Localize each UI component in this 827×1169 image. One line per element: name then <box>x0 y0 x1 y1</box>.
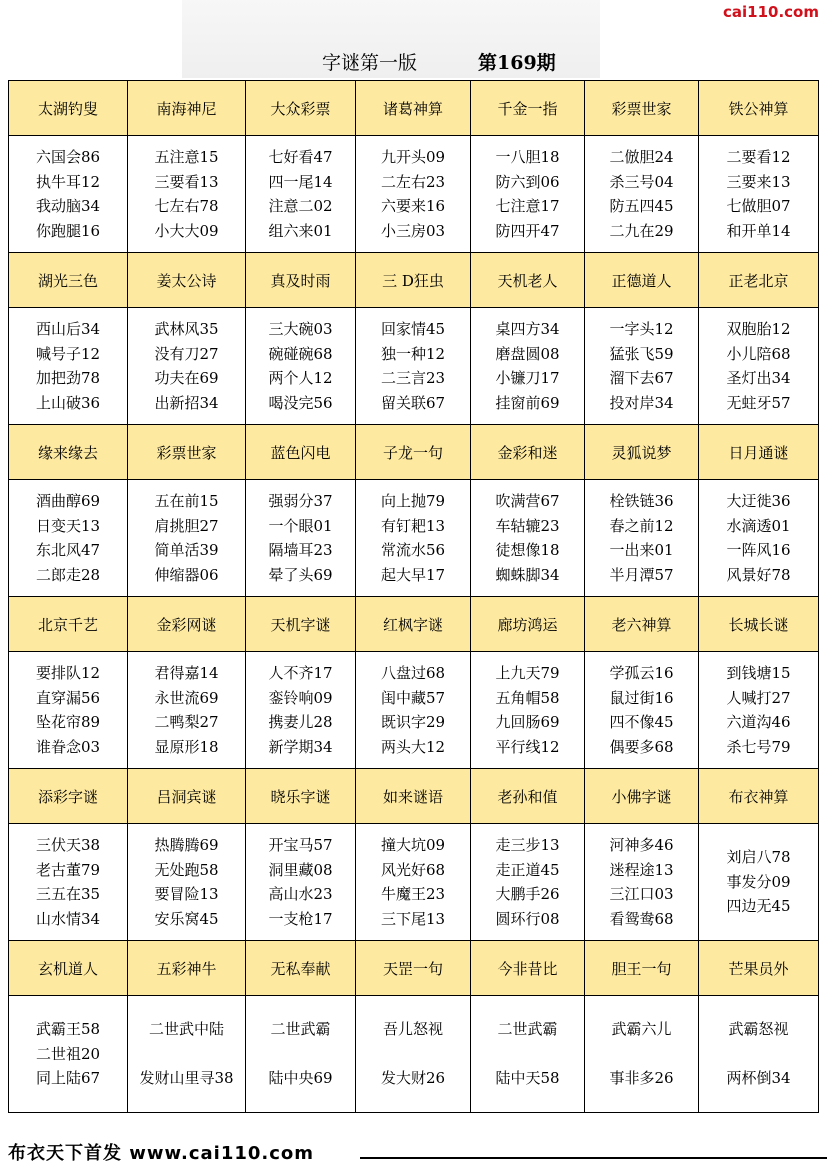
column-header: 吕洞宾谜 <box>128 769 246 824</box>
riddle-line: 洞里藏08 <box>268 860 333 879</box>
riddle-line: 六道沟46 <box>726 713 791 731</box>
riddle-line: 六国会86 <box>35 148 101 166</box>
riddle-line: 防五四45 <box>609 197 674 215</box>
riddle-line: 河神多46 <box>609 836 674 854</box>
riddle-line: 发大财26 <box>380 1069 446 1088</box>
column-header: 金彩和迷 <box>471 425 585 480</box>
page-title-main: 字谜第一版 <box>322 52 418 74</box>
riddle-line: 事发分09 <box>726 872 791 891</box>
column-header: 胆王一句 <box>585 941 699 996</box>
column-header: 正德道人 <box>585 253 699 308</box>
riddle-line: 喊号子12 <box>35 344 101 363</box>
riddle-line: 九回肠69 <box>495 713 560 731</box>
riddle-line: 五在前15 <box>154 492 219 510</box>
riddle-line: 四不像45 <box>609 713 674 731</box>
riddle-line: 武霸怒视 <box>728 1020 789 1039</box>
riddle-line: 牛魔王23 <box>380 885 446 903</box>
riddle-cell <box>699 652 819 769</box>
riddle-cell <box>699 996 819 1113</box>
riddle-line: 二世祖20 <box>35 1044 101 1063</box>
riddle-line: 喝没完56 <box>268 393 333 412</box>
riddle-line: 既识字29 <box>380 713 446 731</box>
page-title <box>0 48 827 74</box>
riddle-line: 双胞胎12 <box>726 320 791 338</box>
riddle-line: 七左右78 <box>154 197 219 215</box>
riddle-line: 挂窗前69 <box>495 393 560 412</box>
riddle-line: 三要看13 <box>154 172 219 191</box>
column-header: 老六神算 <box>585 597 699 652</box>
riddle-line: 注意二02 <box>268 197 333 215</box>
riddle-line: 和开单14 <box>726 221 791 240</box>
riddle-line: 谁眷念03 <box>35 737 101 756</box>
riddle-cell <box>246 652 356 769</box>
riddle-line: 迷程途13 <box>609 860 674 879</box>
riddle-line: 无处跑58 <box>154 860 219 879</box>
column-header: 铁公神算 <box>699 81 819 136</box>
riddle-line: 发财山里寻38 <box>139 1069 234 1088</box>
riddle-cell <box>128 996 246 1113</box>
column-header: 正老北京 <box>699 253 819 308</box>
riddle-line: 七好看47 <box>268 148 333 166</box>
column-header: 彩票世家 <box>585 81 699 136</box>
riddle-line: 大鹏手26 <box>495 885 560 903</box>
riddle-cell <box>356 652 471 769</box>
riddle-line: 向上抛79 <box>380 492 446 510</box>
riddle-line: 六要来16 <box>380 197 446 215</box>
riddle-line: 两杯倒34 <box>726 1069 791 1088</box>
riddle-line: 车轱辘23 <box>495 516 560 535</box>
blank-line <box>356 1042 470 1067</box>
riddle-line: 撞大坑09 <box>380 836 446 854</box>
riddle-line: 偶要多68 <box>609 737 674 756</box>
column-header: 今非昔比 <box>471 941 585 996</box>
riddle-line: 一支枪17 <box>268 909 333 928</box>
riddle-line: 吾儿怒视 <box>382 1020 443 1039</box>
column-header: 玄机道人 <box>9 941 128 996</box>
column-header: 小佛字谜 <box>585 769 699 824</box>
riddle-line: 同上陆67 <box>35 1069 101 1088</box>
riddle-line: 七做胆07 <box>726 197 791 215</box>
riddle-line: 猛张飞59 <box>609 344 674 363</box>
header-row <box>9 769 819 824</box>
column-header: 添彩字谜 <box>9 769 128 824</box>
riddle-line: 加把劲78 <box>35 369 101 387</box>
header-row <box>9 941 819 996</box>
riddle-cell <box>471 652 585 769</box>
riddle-line: 留关联67 <box>380 393 446 412</box>
riddle-line: 人不齐17 <box>268 664 333 682</box>
blank-line <box>699 1042 818 1067</box>
riddle-line: 伸缩器06 <box>154 565 219 584</box>
riddle-line: 小儿陪68 <box>726 344 791 363</box>
blank-line <box>471 1042 584 1067</box>
riddle-line: 走正道45 <box>495 860 560 879</box>
riddle-cell <box>356 996 471 1113</box>
footer <box>0 1137 827 1169</box>
page-title-issue: 第169期 <box>478 52 556 74</box>
column-header: 彩票世家 <box>128 425 246 480</box>
column-header: 姜太公诗 <box>128 253 246 308</box>
riddle-cell <box>699 824 819 941</box>
riddle-cell <box>471 136 585 253</box>
riddle-line: 二世武中陆 <box>148 1020 224 1039</box>
riddle-line: 事非多26 <box>609 1069 674 1088</box>
riddle-cell <box>9 480 128 597</box>
riddle-line: 圆环行08 <box>495 909 560 928</box>
riddle-cell <box>699 480 819 597</box>
column-header: 廊坊鸿运 <box>471 597 585 652</box>
column-header: 天罡一句 <box>356 941 471 996</box>
riddle-line: 开宝马57 <box>268 836 333 854</box>
riddle-line: 我动脑34 <box>35 197 101 215</box>
riddle-line: 磨盘圆08 <box>495 344 560 363</box>
riddle-line: 三伏天38 <box>35 836 101 854</box>
riddle-line: 杀三号04 <box>609 172 674 191</box>
riddle-cell <box>128 136 246 253</box>
riddle-line: 看鸳鸯68 <box>609 909 674 928</box>
column-header: 湖光三色 <box>9 253 128 308</box>
riddle-line: 隔墙耳23 <box>268 541 333 559</box>
riddle-line: 上九天79 <box>495 664 560 682</box>
column-header: 长城长谜 <box>699 597 819 652</box>
riddle-line: 一阵风16 <box>726 541 791 559</box>
riddle-line: 组六来01 <box>268 221 333 240</box>
column-header: 子龙一句 <box>356 425 471 480</box>
riddle-line: 永世流69 <box>154 688 219 707</box>
riddle-cell <box>246 136 356 253</box>
riddle-cell <box>471 996 585 1113</box>
column-header: 北京千艺 <box>9 597 128 652</box>
riddle-line: 你跑腿16 <box>35 221 101 240</box>
riddle-line: 桌四方34 <box>495 320 560 338</box>
riddle-line: 执牛耳12 <box>35 172 101 191</box>
riddle-line: 陆中天58 <box>495 1069 560 1088</box>
riddle-line: 西山后34 <box>35 320 101 338</box>
column-header: 天机字谜 <box>246 597 356 652</box>
riddle-line: 风光好68 <box>380 860 446 879</box>
riddle-line: 出新招34 <box>154 393 219 412</box>
riddle-line: 君得嘉14 <box>154 664 219 682</box>
riddle-line: 一字头12 <box>609 320 674 338</box>
riddle-cell <box>128 480 246 597</box>
riddle-line: 三江口03 <box>609 885 674 903</box>
riddle-line: 独一种12 <box>380 344 446 363</box>
riddle-line: 没有刀27 <box>154 344 219 363</box>
column-header: 布衣神算 <box>699 769 819 824</box>
riddle-line: 山水情34 <box>35 909 101 928</box>
column-header: 天机老人 <box>471 253 585 308</box>
riddle-line: 小大大09 <box>154 221 219 240</box>
riddle-row <box>9 652 819 769</box>
riddle-line: 杀七号79 <box>726 737 791 756</box>
riddle-line: 七注意17 <box>495 197 560 215</box>
riddle-line: 二世武霸 <box>497 1020 558 1039</box>
column-header: 金彩网谜 <box>128 597 246 652</box>
riddle-cell <box>9 652 128 769</box>
riddle-line: 日变天13 <box>35 516 101 535</box>
riddle-line: 要冒险13 <box>154 885 219 903</box>
riddle-cell <box>9 824 128 941</box>
column-header: 晓乐字谜 <box>246 769 356 824</box>
riddle-line: 武霸六儿 <box>611 1020 672 1039</box>
riddle-line: 一八胆18 <box>495 148 560 166</box>
riddle-line: 陆中央69 <box>268 1069 333 1088</box>
riddle-cell <box>246 824 356 941</box>
header-row <box>9 253 819 308</box>
riddle-line: 起大早17 <box>380 565 446 584</box>
riddle-line: 鼠过街16 <box>609 688 674 707</box>
riddle-line: 新学期34 <box>268 737 333 756</box>
riddle-cell <box>585 136 699 253</box>
riddle-line: 大迂徙36 <box>726 492 791 510</box>
riddle-line: 二郎走28 <box>35 565 101 584</box>
header-row <box>9 81 819 136</box>
column-header: 太湖钓叟 <box>9 81 128 136</box>
column-header: 日月通谜 <box>699 425 819 480</box>
footer-text: 布衣天下首发 www.cai110.com <box>8 1143 315 1164</box>
riddle-line: 平行线12 <box>495 737 560 756</box>
riddle-line: 晕了头69 <box>268 565 333 584</box>
riddle-line: 到钱塘15 <box>726 664 791 682</box>
riddle-line: 八盘过68 <box>380 664 446 682</box>
riddle-cell <box>128 824 246 941</box>
blank-line <box>246 1042 355 1067</box>
column-header: 大众彩票 <box>246 81 356 136</box>
riddle-cell <box>246 308 356 425</box>
riddle-cell <box>356 824 471 941</box>
column-header: 红枫字谜 <box>356 597 471 652</box>
header-row <box>9 597 819 652</box>
riddle-line: 强弱分37 <box>268 492 333 510</box>
riddle-line: 东北风47 <box>35 541 101 559</box>
riddle-line: 吹满营67 <box>495 492 560 510</box>
riddle-line: 蜘蛛脚34 <box>495 565 560 584</box>
riddle-line: 两个人12 <box>268 369 333 387</box>
riddle-cell <box>246 480 356 597</box>
column-header: 如来谜语 <box>356 769 471 824</box>
riddle-line: 四边无45 <box>726 897 791 916</box>
riddle-line: 回家情45 <box>380 320 446 338</box>
riddle-row <box>9 480 819 597</box>
blank-line <box>585 1042 698 1067</box>
riddle-row <box>9 824 819 941</box>
riddle-line: 防六到06 <box>495 172 560 191</box>
riddle-line: 四一尾14 <box>268 172 333 191</box>
riddle-cell <box>585 652 699 769</box>
riddle-line: 功夫在69 <box>154 369 219 387</box>
column-header: 南海神尼 <box>128 81 246 136</box>
column-header: 灵狐说梦 <box>585 425 699 480</box>
riddle-line: 水滴透01 <box>726 516 791 535</box>
riddle-cell <box>585 824 699 941</box>
column-header: 诸葛神算 <box>356 81 471 136</box>
riddle-line: 圣灯出34 <box>726 369 791 387</box>
riddle-line: 九开头09 <box>380 148 446 166</box>
footer-divider <box>360 1157 827 1159</box>
column-header: 蓝色闪电 <box>246 425 356 480</box>
riddle-line: 走三步13 <box>495 836 560 854</box>
column-header: 三 D狂虫 <box>356 253 471 308</box>
riddle-line: 热腾腾69 <box>154 836 219 854</box>
riddle-line: 半月潭57 <box>609 565 674 584</box>
riddle-line: 栓铁链36 <box>609 492 674 510</box>
riddle-line: 人喊打27 <box>726 688 791 707</box>
riddle-line: 肩挑胆27 <box>154 516 219 535</box>
riddle-line: 酒曲醇69 <box>35 492 101 510</box>
riddle-cell <box>699 136 819 253</box>
header-row <box>9 425 819 480</box>
riddle-line: 一个眼01 <box>268 516 333 535</box>
riddle-line: 高山水23 <box>268 885 333 903</box>
riddle-cell <box>128 652 246 769</box>
riddle-cell <box>699 308 819 425</box>
riddle-line: 上山破36 <box>35 393 101 412</box>
riddle-row <box>9 308 819 425</box>
riddle-line: 小镰刀17 <box>495 369 560 387</box>
riddle-line: 銮铃响09 <box>268 688 333 707</box>
riddle-line: 二鸭梨27 <box>154 713 219 731</box>
column-header: 五彩神牛 <box>128 941 246 996</box>
riddle-cell <box>128 308 246 425</box>
riddle-cell <box>471 824 585 941</box>
blank-line <box>128 1042 245 1067</box>
riddle-line: 二要看12 <box>726 148 791 166</box>
riddle-line: 三大碗03 <box>268 320 333 338</box>
riddle-line: 直穿漏56 <box>35 688 101 707</box>
column-header: 真及时雨 <box>246 253 356 308</box>
riddle-line: 风景好78 <box>726 565 791 584</box>
riddle-line: 防四开47 <box>495 221 560 240</box>
riddle-line: 两头大12 <box>380 737 446 756</box>
riddle-cell <box>356 308 471 425</box>
riddle-line: 五角帽58 <box>495 688 560 707</box>
riddle-cell <box>471 308 585 425</box>
riddle-line: 春之前12 <box>609 516 674 535</box>
riddle-cell <box>9 308 128 425</box>
riddle-cell <box>9 136 128 253</box>
column-header: 千金一指 <box>471 81 585 136</box>
riddle-line: 碗碰碗68 <box>268 344 333 363</box>
riddle-line: 三下尾13 <box>380 909 446 928</box>
riddle-line: 徒想像18 <box>495 541 560 559</box>
riddle-line: 要排队12 <box>35 664 101 682</box>
riddle-line: 简单活39 <box>154 541 219 559</box>
riddle-line: 安乐窝45 <box>154 909 219 928</box>
riddle-line: 常流水56 <box>380 541 446 559</box>
riddle-cell <box>356 136 471 253</box>
riddle-line: 二世武霸 <box>270 1020 331 1039</box>
riddle-cell <box>356 480 471 597</box>
riddle-line: 闺中藏57 <box>380 688 446 707</box>
riddle-line: 老古董79 <box>35 860 101 879</box>
riddle-line: 二左右23 <box>380 172 446 191</box>
column-header: 无私奉献 <box>246 941 356 996</box>
riddle-cell <box>471 480 585 597</box>
riddle-line: 一出来01 <box>609 541 674 559</box>
riddle-line: 三要来13 <box>726 172 791 191</box>
riddle-line: 三五在35 <box>35 885 101 903</box>
riddle-line: 武林风35 <box>154 320 219 338</box>
riddle-line: 显原形18 <box>154 737 219 756</box>
riddle-line: 坠花帘89 <box>35 713 101 731</box>
riddle-cell <box>9 996 128 1113</box>
riddle-line: 二三言23 <box>380 369 446 387</box>
column-header: 芒果员外 <box>699 941 819 996</box>
riddle-table <box>8 80 819 1113</box>
riddle-row <box>9 996 819 1113</box>
riddle-line: 刘启八78 <box>726 848 791 867</box>
riddle-line: 携妻儿28 <box>268 713 333 731</box>
riddle-line: 溜下去67 <box>609 369 674 387</box>
riddle-line: 五注意15 <box>154 148 219 166</box>
riddle-line: 二九在29 <box>609 221 674 240</box>
riddle-line: 学孤云16 <box>609 664 674 682</box>
riddle-line: 武霸王58 <box>35 1020 101 1039</box>
column-header: 缘来缘去 <box>9 425 128 480</box>
riddle-line: 有钉耙13 <box>380 516 446 535</box>
column-header: 老孙和值 <box>471 769 585 824</box>
riddle-cell <box>585 308 699 425</box>
riddle-row <box>9 136 819 253</box>
riddle-cell <box>246 996 356 1113</box>
riddle-cell <box>585 996 699 1113</box>
riddle-line: 无蛀牙57 <box>726 393 791 412</box>
site-logo-top[interactable]: cai110.com <box>723 3 819 21</box>
riddle-line: 二倣胆24 <box>609 148 674 166</box>
riddle-cell <box>585 480 699 597</box>
riddle-line: 小三房03 <box>380 221 446 240</box>
riddle-line: 投对岸34 <box>609 393 674 412</box>
